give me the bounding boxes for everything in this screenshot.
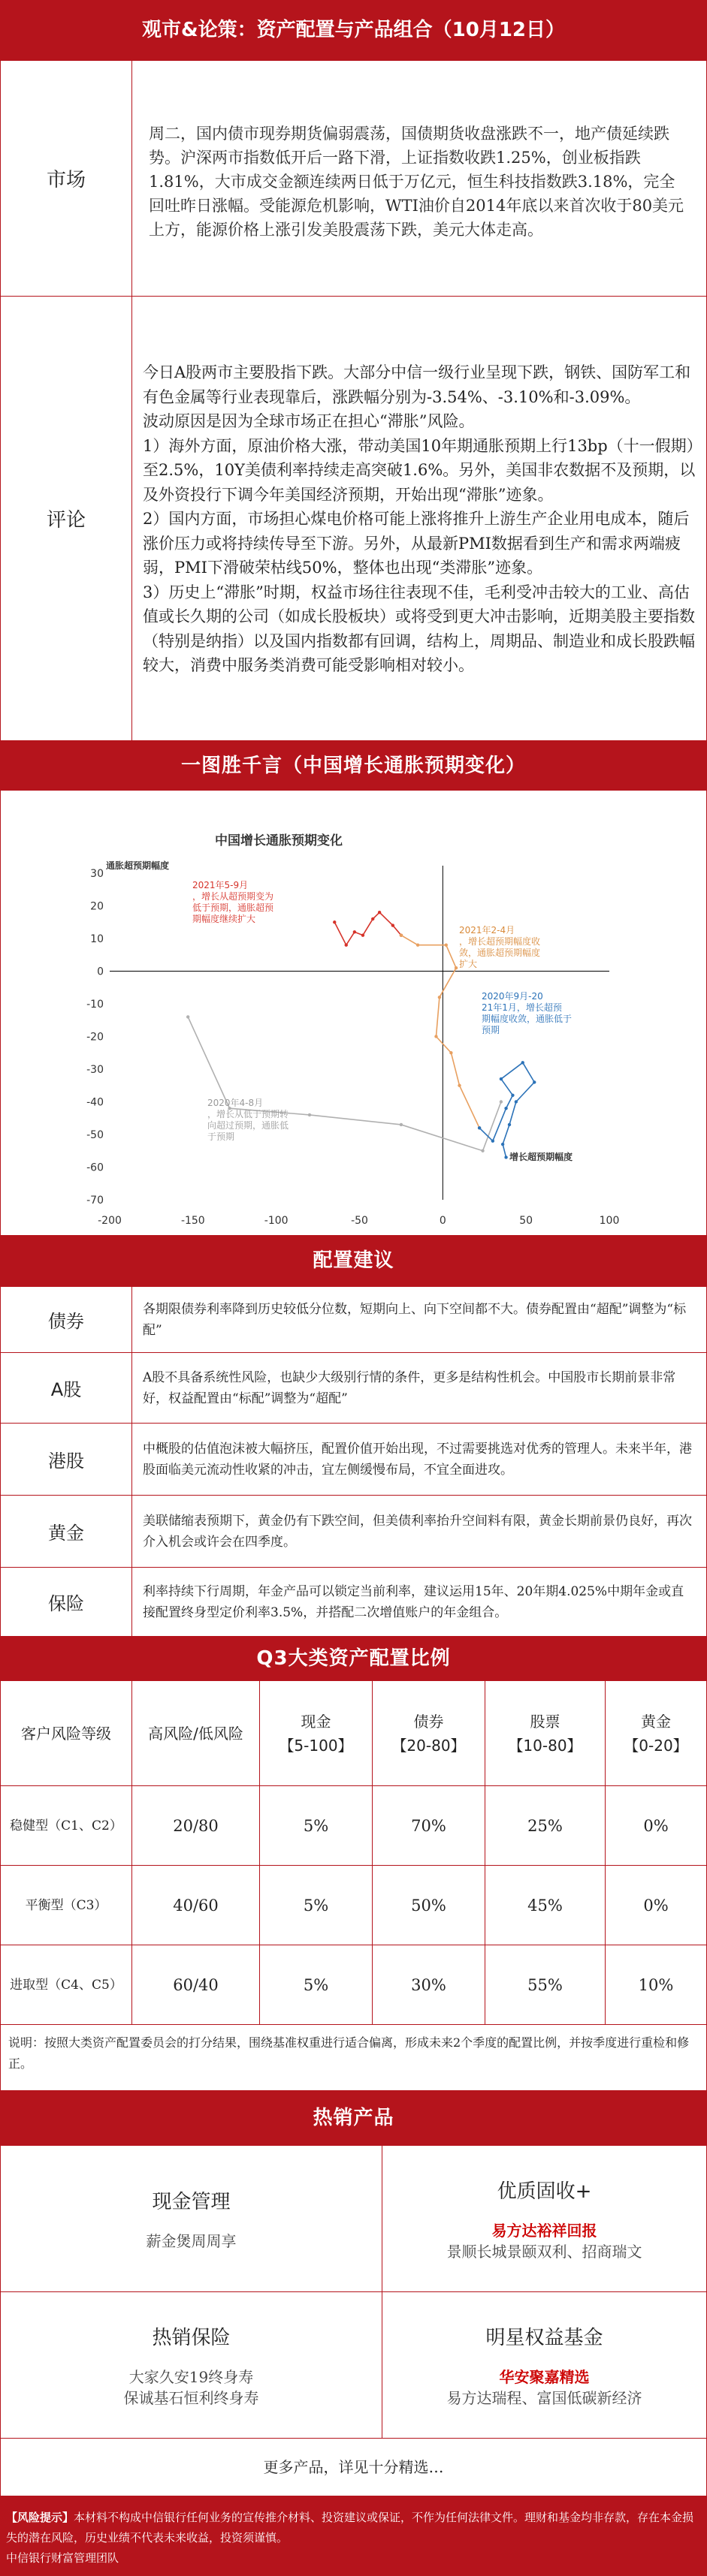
page-title: 观市&论策：资产配置与产品组合（10月12日） — [0, 0, 707, 60]
series-point — [186, 1015, 189, 1018]
alloc-label-insurance: 保险 — [1, 1568, 132, 1637]
x-tick-label: -200 — [98, 1215, 122, 1227]
growth-inflation-chart — [1, 791, 706, 1235]
y-tick-label: -20 — [86, 1031, 104, 1044]
chart-annotation — [482, 990, 572, 1035]
chart-annotation — [207, 1097, 289, 1142]
chart-container — [0, 791, 707, 1235]
series-point — [455, 966, 458, 969]
comment-paragraph: 今日A股两市主要股指下跌。大部分中信一级行业呈现下跌，钢铁、国防军工和有色金属等行业表现靠后，涨跌幅分别为-3.54%、-3.10%和-3.09%。 — [143, 363, 691, 406]
alloc-label-ashare: A股 — [1, 1353, 132, 1424]
x-tick-label: 100 — [599, 1215, 620, 1227]
ratio-note: 说明：按照大类资产配置委员会的打分结果，围绕基准权重进行适合偏离，形成未来2个季度的配置比例，并按季度进行重检和修正。 — [0, 2025, 707, 2091]
ratio-bond: 70% — [373, 1786, 485, 1866]
alloc-label-hk: 港股 — [1, 1424, 132, 1496]
series-point — [501, 1143, 504, 1146]
series-point — [308, 1113, 311, 1116]
alloc-label-gold: 黄金 — [1, 1496, 132, 1568]
table-row — [1, 1945, 707, 2025]
annotation-line: ，增长超预期幅度收 — [459, 936, 541, 947]
series-point — [511, 1094, 514, 1097]
y-tick-label: -10 — [86, 999, 104, 1011]
x-tick-label: -150 — [180, 1215, 205, 1227]
y-tick-label: -50 — [86, 1129, 104, 1141]
series-point — [371, 917, 374, 920]
alloc-text-insurance: 利率持续下行周期，年金产品可以锁定当前利率，建议运用15年、20年期4.025%中期年金或直接配置终身型定价利率3.5%，并搭配二次增值账户的年金组合。 — [132, 1568, 707, 1637]
series-point — [416, 944, 419, 947]
ratio-table — [0, 1680, 707, 2025]
series-point — [533, 1080, 536, 1083]
table-row — [1, 1866, 707, 1945]
market-label: 市场 — [1, 61, 132, 297]
annotation-line: 21年1月，增长超预 — [482, 1002, 562, 1013]
x-tick-label: -50 — [351, 1215, 368, 1227]
series-point — [500, 1100, 503, 1103]
ratio-header-bond: 债券 【20-80】 — [373, 1681, 485, 1786]
ratio-header-ratio: 高风险/低风险 — [132, 1681, 260, 1786]
series-point — [333, 920, 336, 923]
product-line: 易方达瑞程、富国低碳新经济 — [446, 2388, 642, 2407]
chart-annotation — [192, 879, 273, 924]
products-grid — [0, 2145, 707, 2439]
ratio-gold: 10% — [606, 1945, 707, 2025]
chart-annotation — [459, 924, 540, 969]
allocation-title: 配置建议 — [0, 1235, 707, 1286]
product-line: 薪金煲周周享 — [146, 2231, 237, 2250]
series-point — [515, 1100, 518, 1103]
x-tick-label: -100 — [264, 1215, 289, 1227]
product-cell-equity-fund[interactable] — [382, 2292, 707, 2439]
annotation-line: 预期 — [482, 1025, 500, 1035]
comment-body — [132, 297, 707, 741]
series-line-3 — [479, 1062, 534, 1157]
annotation-line: 2021年5-9月 — [192, 880, 249, 890]
ratio-header-gold: 黄金 【0-20】 — [606, 1681, 707, 1786]
series-point — [504, 1107, 507, 1110]
series-point — [438, 996, 441, 999]
market-table — [0, 60, 707, 297]
more-products-link[interactable]: 更多产品，详见十分精选… — [0, 2439, 707, 2496]
alloc-text-bond: 各期限债券利率降到历史较低分位数，短期向上、向下空间都不大。债券配置由“超配”调整为“标配” — [132, 1287, 707, 1353]
y-tick-label: -40 — [86, 1096, 104, 1109]
ratio-cash: 5% — [260, 1945, 373, 2025]
product-line: 保诚基石恒利终身寿 — [123, 2388, 259, 2407]
annotation-line: 2020年9月-20 — [482, 991, 543, 1002]
ratio-header-level: 客户风险等级 — [1, 1681, 132, 1786]
product-line: 景顺长城景颐双利、招商瑞文 — [446, 2242, 642, 2261]
comment-label: 评论 — [1, 297, 132, 741]
risk-disclaimer — [0, 2496, 707, 2576]
series-point — [391, 923, 394, 926]
series-point — [400, 1123, 403, 1126]
ratio-stock: 45% — [485, 1866, 606, 1945]
ratio-value: 20/80 — [132, 1786, 260, 1866]
series-point — [521, 1061, 524, 1064]
ratio-title: Q3大类资产配置比例 — [0, 1637, 707, 1680]
series-point — [378, 911, 381, 914]
alloc-label-bond: 债券 — [1, 1287, 132, 1353]
risk-text: 本材料不构成中信银行任何业务的宣传推介材料、投资建议或保证，不作为任何法律文件。理财和基金均非存款，存在本金损失的潜在风险，历史业绩不代表未来收益，投资须谨慎。 — [6, 2511, 694, 2544]
y-tick-label: 10 — [90, 933, 104, 945]
ratio-value: 60/40 — [132, 1945, 260, 2025]
x-tick-label: 0 — [439, 1215, 446, 1227]
ratio-gold: 0% — [606, 1786, 707, 1866]
annotation-line: 期幅度继续扩大 — [192, 914, 256, 924]
alloc-text-hk: 中概股的估值泡沫被大幅挤压，配置价值开始出现，不过需要挑选对优秀的管理人。未来半年，港股面临美元流动性收紧的冲击，宜左侧缓慢布局，不宜全面进攻。 — [132, 1424, 707, 1496]
ratio-header-cash: 现金 【5-100】 — [260, 1681, 373, 1786]
product-title: 热销保险 — [152, 2326, 231, 2349]
annotation-line: 低于预期，通胀超预 — [192, 902, 274, 913]
y-tick-label: 0 — [97, 966, 104, 978]
product-line: 大家久安19终身寿 — [128, 2367, 254, 2386]
ratio-bond: 30% — [373, 1945, 485, 2025]
y-tick-label: -30 — [86, 1064, 104, 1076]
comment-table — [0, 296, 707, 741]
comment-paragraph: 3）历史上“滞胀”时期，权益市场往往表现不佳，毛利受冲击较大的工业、高估值或长久期的公司（如成长股板块）或将受到更大冲击影响，近期美股主要指数（特别是纳指）以及国内指数都有回调，结构上，周期品、制造业和成长股跌幅较大，消费中服务类消费可能受影响相对较小。 — [143, 583, 695, 675]
annotation-line: 期幅度收敛，通胀低于 — [482, 1014, 573, 1024]
series-point — [400, 933, 403, 936]
chart-ylabel: 通胀超预期幅度 — [106, 860, 170, 871]
annotation-line: ，增长从超预期变为 — [192, 891, 274, 902]
chart-xlabel: 增长超预期幅度 — [509, 1151, 573, 1162]
y-tick-label: 30 — [90, 868, 104, 880]
products-title: 热销产品 — [0, 2091, 707, 2145]
product-cell-fixed-income[interactable] — [382, 2146, 707, 2292]
product-cell-insurance[interactable] — [1, 2292, 382, 2439]
annotation-line: 2021年2-4月 — [459, 925, 515, 935]
series-point — [508, 1123, 511, 1126]
annotation-line: 向超过预期，通胀低 — [207, 1120, 289, 1131]
series-point — [481, 1149, 484, 1152]
product-highlight: 易方达裕祥回报 — [491, 2221, 597, 2240]
ratio-cash: 5% — [260, 1786, 373, 1866]
product-highlight: 华安聚嘉精选 — [499, 2367, 590, 2386]
annotation-line: 敛，通胀超预期幅度 — [459, 948, 541, 958]
comment-paragraph: 1）海外方面，原油价格大涨，带动美国10年期通胀预期上行13bp（十一假期）至2.5%，10Y美债利率持续走高突破1.6%。另外，美国非农数据不及预期，以及外资投行下调今年美国经济预期，开始出现“滞胀”迹象。 — [143, 436, 696, 504]
series-point — [500, 1077, 503, 1080]
ratio-level: 平衡型（C3） — [1, 1866, 132, 1945]
alloc-text-ashare: A股不具备系统性风险，也缺少大级别行情的条件，更多是结构性机会。中国股市长期前景非常好，权益配置由“标配”调整为“超配” — [132, 1353, 707, 1424]
series-point — [445, 944, 448, 947]
ratio-stock: 25% — [485, 1786, 606, 1866]
product-cell-cash[interactable] — [1, 2146, 382, 2292]
ratio-value: 40/60 — [132, 1866, 260, 1945]
annotation-line: 于预期 — [207, 1131, 235, 1142]
comment-paragraph: 波动原因是因为全球市场正在担心“滞胀”风险。 — [143, 412, 475, 431]
y-tick-label: 20 — [90, 900, 104, 913]
annotation-line: 2020年4-8月 — [207, 1098, 264, 1108]
chart-section-title: 一图胜千言（中国增长通胀预期变化） — [0, 741, 707, 791]
ratio-level: 稳健型（C1、C2） — [1, 1786, 132, 1866]
y-tick-label: -60 — [86, 1161, 104, 1174]
series-point — [478, 1126, 481, 1129]
ratio-gold: 0% — [606, 1866, 707, 1945]
series-point — [504, 1155, 507, 1158]
allocation-table — [0, 1286, 707, 1637]
series-point — [458, 1084, 461, 1087]
y-tick-label: -70 — [86, 1195, 104, 1207]
ratio-level: 进取型（C4、C5） — [1, 1945, 132, 2025]
product-title: 现金管理 — [152, 2190, 231, 2213]
risk-team: 中信银行财富管理团队 — [6, 2551, 119, 2565]
series-point — [361, 933, 364, 936]
annotation-line: 扩大 — [459, 959, 478, 969]
series-point — [491, 1140, 494, 1143]
table-row — [1, 1786, 707, 1866]
chart-title: 中国增长通胀预期变化 — [215, 833, 343, 848]
risk-label: 【风险提示】 — [6, 2511, 74, 2524]
product-title: 明星权益基金 — [485, 2326, 603, 2349]
annotation-line: ，增长从低于预期转 — [207, 1109, 289, 1119]
x-tick-label: 50 — [519, 1215, 533, 1227]
product-title: 优质固收+ — [497, 2180, 592, 2203]
comment-paragraph: 2）国内方面，市场担心煤电价格可能上涨将推升上游生产企业用电成本，随后涨价压力或将持续传导至下游。另外，从最新PMI数据看到生产和需求两端疲弱，PMI下滑破荣枯线50%，整体也出现“类滞胀”迹象。 — [143, 510, 690, 577]
market-text: 周二，国内债市现券期货偏弱震荡，国债期货收盘涨跌不一，地产债延续跌势。沪深两市指数低开后一路下滑，上证指数收跌1.25%，创业板指跌1.81%，大市成交金额连续两日低于万亿元，恒生科技指数跌3.18%，完全回吐昨日涨幅。受能源危机影响，WTI油价自2014年底以来首次收于80美元上方，能源价格上涨引发美股震荡下跌，美元大体走高。 — [132, 61, 707, 297]
series-point — [449, 1051, 452, 1054]
ratio-header-stock: 股票 【10-80】 — [485, 1681, 606, 1786]
series-point — [353, 930, 356, 933]
series-point — [434, 1035, 437, 1038]
series-point — [345, 944, 348, 947]
series-line-1 — [334, 912, 401, 945]
ratio-bond: 50% — [373, 1866, 485, 1945]
ratio-stock: 55% — [485, 1945, 606, 2025]
alloc-text-gold: 美联储缩表预期下，黄金仍有下跌空间，但美债利率抬升空间料有限，黄金长期前景仍良好，再次介入机会或许会在四季度。 — [132, 1496, 707, 1568]
ratio-cash: 5% — [260, 1866, 373, 1945]
